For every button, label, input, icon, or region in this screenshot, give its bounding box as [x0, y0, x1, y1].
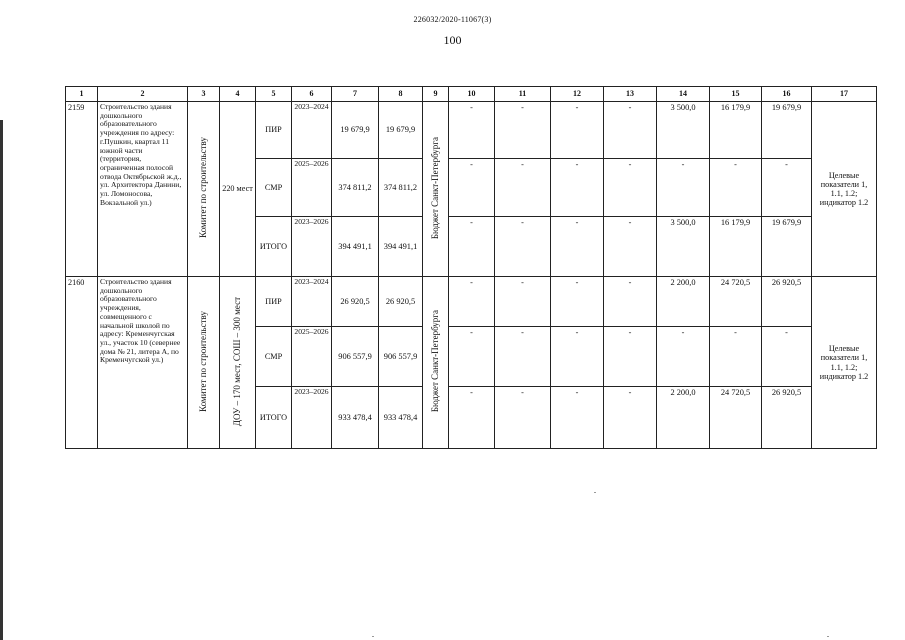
value-cell: 3 500,0 — [657, 102, 710, 159]
scan-speck — [372, 636, 374, 637]
capacity-text: ДОУ – 170 мест, СОШ – 300 мест — [232, 296, 243, 426]
table-row — [66, 102, 877, 159]
value-cell: 26 920,5 — [762, 277, 812, 327]
scan-edge-line — [0, 120, 3, 640]
value-cell: 19 679,9 — [379, 102, 423, 159]
value-cell: - — [657, 159, 710, 217]
indicators-cell: Целевые показатели 1, 1.1, 1.2; индикатор 1.2 — [812, 102, 877, 277]
source-text: Бюджет Санкт-Петербурга — [430, 310, 441, 413]
value-cell: - — [551, 327, 604, 387]
period-cell: 2023–2024 — [292, 277, 332, 327]
customer-text: Комитет по строительству — [198, 310, 209, 412]
value-cell: - — [551, 387, 604, 449]
value-cell: 394 491,1 — [332, 217, 379, 277]
value-cell: - — [604, 102, 657, 159]
value-cell: - — [604, 327, 657, 387]
source-text: Бюджет Санкт-Петербурга — [430, 136, 441, 239]
stage-cell: ПИР — [256, 277, 292, 327]
period-cell: 2025–2026 — [292, 327, 332, 387]
value-cell: - — [762, 159, 812, 217]
customer-cell — [188, 102, 220, 277]
value-cell: 906 557,9 — [379, 327, 423, 387]
value-cell: - — [449, 277, 495, 327]
value-cell: 26 920,5 — [762, 387, 812, 449]
col-header: 2 — [98, 87, 188, 102]
col-header: 14 — [657, 87, 710, 102]
value-cell: - — [710, 327, 762, 387]
col-header: 4 — [220, 87, 256, 102]
stage-cell: ИТОГО — [256, 217, 292, 277]
col-header: 5 — [256, 87, 292, 102]
value-cell: 3 500,0 — [657, 217, 710, 277]
value-cell: - — [449, 102, 495, 159]
customer-text: Комитет по строительству — [198, 137, 209, 239]
col-header: 11 — [495, 87, 551, 102]
col-header: 1 — [66, 87, 98, 102]
value-cell: - — [604, 159, 657, 217]
stage-cell: СМР — [256, 327, 292, 387]
value-cell: 933 478,4 — [332, 387, 379, 449]
stage-cell: ПИР — [256, 102, 292, 159]
value-cell: - — [495, 217, 551, 277]
period-cell: 2025–2026 — [292, 159, 332, 217]
scan-speck — [827, 636, 829, 637]
stage-cell: ИТОГО — [256, 387, 292, 449]
value-cell: - — [449, 327, 495, 387]
stage-cell: СМР — [256, 159, 292, 217]
period-cell: 2023–2026 — [292, 387, 332, 449]
page-number: 100 — [443, 33, 462, 47]
column-number-row — [66, 87, 877, 102]
value-cell: 374 811,2 — [379, 159, 423, 217]
value-cell: - — [551, 217, 604, 277]
customer-cell — [188, 277, 220, 449]
value-cell: - — [604, 217, 657, 277]
value-cell: - — [551, 159, 604, 217]
col-header: 16 — [762, 87, 812, 102]
value-cell: 2 200,0 — [657, 277, 710, 327]
object-name: Строительство здания дошкольного образовательного учреждения по адресу: г.Пушкин, квартал 11 южной части (территория, ограниченная полосой отвода Октябрьской ж.д., ул. Архитектора Данини, ул. Ломоносова, Вокзальной ул.) — [98, 102, 188, 277]
value-cell: 19 679,9 — [762, 217, 812, 277]
col-header: 7 — [332, 87, 379, 102]
indicators-cell: Целевые показатели 1, 1.1, 1.2; индикатор 1.2 — [812, 277, 877, 449]
value-cell: - — [449, 159, 495, 217]
value-cell: 2 200,0 — [657, 387, 710, 449]
value-cell: 16 179,9 — [710, 102, 762, 159]
value-cell: 26 920,5 — [379, 277, 423, 327]
col-header: 17 — [812, 87, 877, 102]
value-cell: 374 811,2 — [332, 159, 379, 217]
col-header: 13 — [604, 87, 657, 102]
value-cell: - — [449, 217, 495, 277]
value-cell: 19 679,9 — [762, 102, 812, 159]
value-cell: 394 491,1 — [379, 217, 423, 277]
value-cell: - — [449, 387, 495, 449]
col-header: 6 — [292, 87, 332, 102]
value-cell: 933 478,4 — [379, 387, 423, 449]
col-header: 15 — [710, 87, 762, 102]
source-cell — [423, 277, 449, 449]
value-cell: - — [551, 102, 604, 159]
period-cell: 2023–2026 — [292, 217, 332, 277]
scan-speck — [594, 492, 596, 493]
period-cell: 2023–2024 — [292, 102, 332, 159]
value-cell: - — [604, 277, 657, 327]
capacity-cell — [220, 277, 256, 449]
value-cell: 16 179,9 — [710, 217, 762, 277]
value-cell: - — [495, 102, 551, 159]
program-table — [65, 86, 877, 449]
value-cell: - — [710, 159, 762, 217]
row-number: 2159 — [66, 102, 98, 277]
value-cell: - — [495, 159, 551, 217]
value-cell: - — [657, 327, 710, 387]
value-cell: 19 679,9 — [332, 102, 379, 159]
value-cell: 24 720,5 — [710, 387, 762, 449]
col-header: 12 — [551, 87, 604, 102]
value-cell: 26 920,5 — [332, 277, 379, 327]
row-number: 2160 — [66, 277, 98, 449]
col-header: 8 — [379, 87, 423, 102]
capacity-cell: 220 мест — [220, 102, 256, 277]
value-cell: - — [604, 387, 657, 449]
value-cell: 906 557,9 — [332, 327, 379, 387]
value-cell: - — [495, 277, 551, 327]
col-header: 3 — [188, 87, 220, 102]
value-cell: - — [495, 327, 551, 387]
col-header: 10 — [449, 87, 495, 102]
value-cell: - — [551, 277, 604, 327]
value-cell: 24 720,5 — [710, 277, 762, 327]
source-cell — [423, 102, 449, 277]
value-cell: - — [762, 327, 812, 387]
object-name: Строительство здания дошкольного образовательного учреждения, совмещенного с начальной школой по адресу: Кременчугская ул., участок 10 (севернее дома № 21, литера А, по Кременчугской ул.) — [98, 277, 188, 449]
value-cell: - — [495, 387, 551, 449]
document-id: 226032/2020-11067(3) — [413, 15, 492, 24]
col-header: 9 — [423, 87, 449, 102]
table-row — [66, 277, 877, 327]
